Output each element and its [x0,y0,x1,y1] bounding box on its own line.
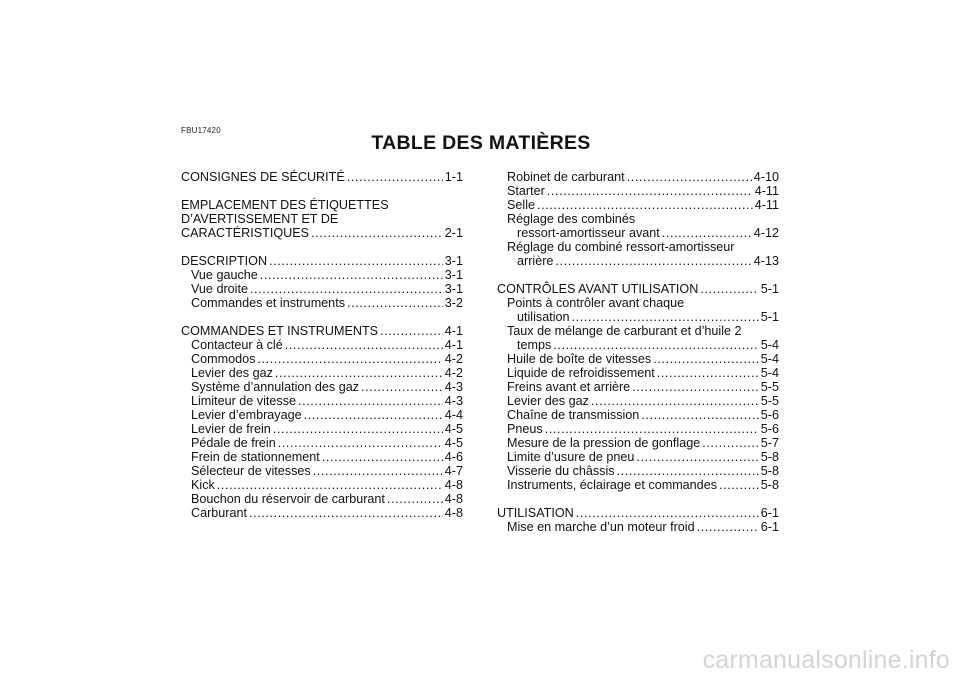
toc-label: Vue gauche [191,268,258,282]
leader-dots [632,380,759,394]
leader-dots [347,170,443,184]
toc-subentry[interactable] [497,254,779,268]
toc-subentry[interactable] [497,366,779,380]
toc-subentry-line: Réglage du combiné ressort-amortisseur [507,240,735,254]
toc-page: 5-6 [760,408,779,422]
leader-dots [269,254,443,268]
toc-subentry[interactable] [497,352,779,366]
toc-page: 4-1 [444,324,463,338]
toc-subentry[interactable] [497,198,779,212]
toc-subentry[interactable] [181,408,463,422]
toc-label: Huile de boîte de vitesses [507,352,652,366]
toc-subentry[interactable] [497,310,779,324]
toc-page: 4-2 [444,352,463,366]
toc-label: Pédale de frein [191,436,276,450]
leader-dots [553,338,759,352]
leader-dots [572,310,759,324]
toc-subentry[interactable] [181,464,463,478]
toc-right-column [497,170,779,534]
toc-label: Freins avant et arrière [507,380,631,394]
toc-label: UTILISATION [497,506,574,520]
toc-page: 4-13 [753,254,779,268]
toc-label: Frein de stationnement [191,450,320,464]
leader-dots [298,394,443,408]
toc-subentry[interactable] [497,450,779,464]
toc-page: 2-1 [444,226,463,240]
toc-page: 4-5 [444,436,463,450]
toc-page: 5-1 [760,310,779,324]
toc-label: Selle [507,198,536,212]
toc-page: 3-1 [444,282,463,296]
leader-dots [657,366,759,380]
toc-page: 4-3 [444,394,463,408]
toc-label: Carburant [191,506,248,520]
toc-entry-description[interactable] [181,254,463,268]
toc-page: 5-7 [760,436,779,450]
toc-label: utilisation [517,310,570,324]
toc-label: Kick [191,478,215,492]
page-title: TABLE DES MATIÈRES [371,132,591,154]
toc-page: 5-8 [760,464,779,478]
toc-page: 5-4 [760,366,779,380]
leader-dots [641,408,758,422]
toc-page: 4-3 [444,380,463,394]
toc-entry-caracteristiques[interactable] [181,226,463,240]
toc-page: 5-5 [760,394,779,408]
toc-left-column [181,170,463,520]
leader-dots [257,352,442,366]
toc-page: 1-1 [444,170,463,184]
toc-label: CONSIGNES DE SÉCURITÉ [181,170,345,184]
leader-dots [617,464,759,478]
toc-page: 4-2 [444,366,463,380]
toc-subentry[interactable] [181,394,463,408]
toc-label: Mesure de la pression de gonflage [507,436,701,450]
toc-page: 3-2 [444,296,463,310]
leader-dots [636,450,758,464]
toc-subentry[interactable] [497,184,779,198]
toc-label: ressort-amortisseur avant [517,226,660,240]
watermark-text: carmanualsonline.info [702,646,950,674]
toc-subentry[interactable] [497,478,779,492]
toc-subentry[interactable] [181,478,463,492]
toc-subentry[interactable] [497,338,779,352]
leader-dots [387,492,443,506]
leader-dots [576,506,759,520]
leader-dots [627,170,752,184]
toc-page: 6-1 [760,520,779,534]
toc-subentry[interactable] [181,492,463,506]
toc-page: 4-8 [444,492,463,506]
toc-entry-commandes[interactable] [181,324,463,338]
toc-label: Sélecteur de vitesses [191,464,311,478]
toc-label: DESCRIPTION [181,254,268,268]
toc-page: 4-8 [444,506,463,520]
toc-page: 5-4 [760,352,779,366]
toc-page: 4-6 [444,450,463,464]
toc-subentry[interactable] [497,520,779,534]
toc-entry-securite[interactable] [181,170,463,184]
toc-subentry[interactable] [181,296,463,310]
toc-label: Limiteur de vitesse [191,394,296,408]
leader-dots [537,198,753,212]
toc-label: CARACTÉRISTIQUES [181,226,310,240]
toc-subentry[interactable] [497,226,779,240]
leader-dots [304,408,443,422]
leader-dots [361,380,443,394]
toc-page: 5-5 [760,380,779,394]
toc-subentry[interactable] [181,268,463,282]
leader-dots [217,478,443,492]
leader-dots [591,394,759,408]
leader-dots [260,268,443,282]
toc-label: Pneus [507,422,543,436]
toc-page: 3-1 [444,254,463,268]
leader-dots [249,506,443,520]
toc-page: 4-11 [754,184,779,198]
leader-dots [700,282,758,296]
leader-dots [275,366,443,380]
toc-subentry[interactable] [497,394,779,408]
toc-label: Chaîne de transmission [507,408,640,422]
toc-page: 5-6 [760,422,779,436]
toc-label: CONTRÔLES AVANT UTILISATION [497,282,699,296]
toc-subentry[interactable] [181,506,463,520]
toc-subentry-line: Réglage des combinés [507,212,636,226]
toc-page: 5-4 [760,338,779,352]
toc-label: Commodos [191,352,256,366]
leader-dots [313,464,443,478]
leader-dots [545,422,759,436]
toc-label: Levier de frein [191,422,271,436]
toc-subentry[interactable] [497,170,779,184]
toc-label: Robinet de carburant [507,170,625,184]
toc-label: COMMANDES ET INSTRUMENTS [181,324,379,338]
leader-dots [273,422,443,436]
toc-page: 4-11 [754,198,779,212]
toc-subentry[interactable] [181,450,463,464]
toc-label: Vue droite [191,282,248,296]
toc-entry-utilisation[interactable] [497,506,779,520]
leader-dots [347,296,443,310]
toc-label: Instruments, éclairage et commandes [507,478,717,492]
toc-label: Levier des gaz [507,394,589,408]
toc-label: Limite d’usure de pneu [507,450,635,464]
toc-label: Visserie du châssis [507,464,615,478]
toc-page: 4-7 [444,464,463,478]
leader-dots [653,352,759,366]
toc-page: 3-1 [444,268,463,282]
toc-subentry[interactable] [497,380,779,394]
toc-page: 4-10 [753,170,779,184]
toc-page: 4-12 [753,226,779,240]
toc-label: Levier des gaz [191,366,273,380]
toc-subentry[interactable] [497,408,779,422]
toc-label: arrière [517,254,554,268]
toc-subentry[interactable] [497,436,779,450]
leader-dots [719,478,759,492]
leader-dots [278,436,443,450]
leader-dots [555,254,751,268]
toc-label: Système d’annulation des gaz [191,380,360,394]
toc-label: Levier d’embrayage [191,408,302,422]
leader-dots [662,226,752,240]
toc-subentry[interactable] [497,422,779,436]
toc-subentry[interactable] [181,282,463,296]
leader-dots [322,450,443,464]
leader-dots [250,282,443,296]
leader-dots [311,226,443,240]
leader-dots [380,324,443,338]
toc-page: 5-8 [760,450,779,464]
leader-dots [702,436,759,450]
toc-subentry[interactable] [181,352,463,366]
leader-dots [697,520,759,534]
toc-entry-controles[interactable] [497,282,779,296]
toc-subentry-line: Taux de mélange de carburant et d’huile 2 [507,324,742,338]
toc-page: 5-1 [760,282,779,296]
toc-label: Bouchon du réservoir de carburant [191,492,385,506]
toc-label: Commandes et instruments [191,296,345,310]
toc-label: Liquide de refroidissement [507,366,655,380]
toc-label: temps [517,338,552,352]
toc-label: Mise en marche d’un moteur froid [507,520,695,534]
toc-label: Contacteur à clé [191,338,283,352]
leader-dots [547,184,753,198]
toc-subentry[interactable] [497,464,779,478]
toc-subentry[interactable] [181,422,463,436]
toc-page: 4-4 [444,408,463,422]
toc-page: 5-8 [760,478,779,492]
toc-subentry[interactable] [181,366,463,380]
toc-subentry-line: Points à contrôler avant chaque [507,296,685,310]
toc-subentry[interactable] [181,380,463,394]
document-code: FBU17420 [181,126,221,135]
toc-page: 4-5 [444,422,463,436]
toc-page: 4-8 [444,478,463,492]
toc-subentry[interactable] [181,436,463,450]
toc-page: 4-1 [444,338,463,352]
toc-label: Starter [507,184,545,198]
leader-dots [285,338,443,352]
toc-heading-line: EMPLACEMENT DES ÉTIQUETTES [181,198,389,212]
toc-heading-line: D’AVERTISSEMENT ET DE [181,212,339,226]
toc-subentry[interactable] [181,338,463,352]
toc-page: 6-1 [760,506,779,520]
